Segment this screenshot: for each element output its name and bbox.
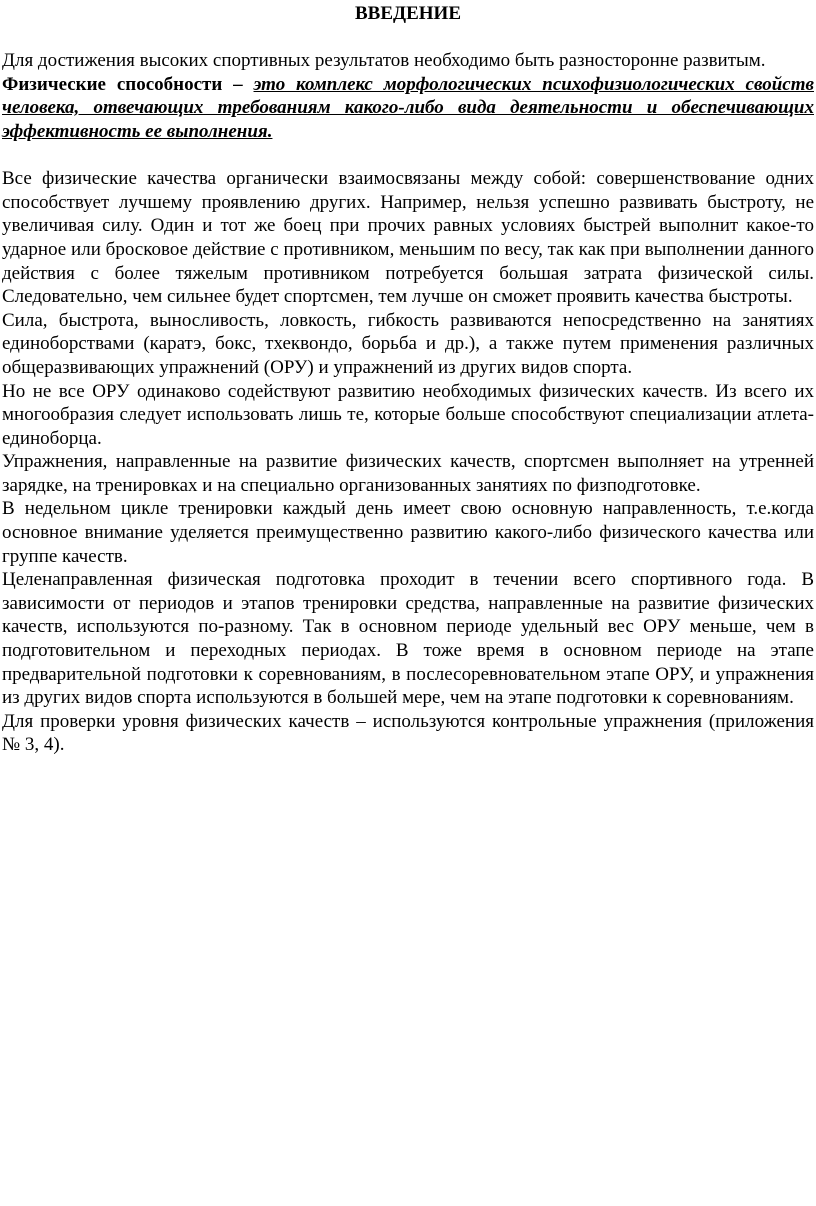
definition-term: Физические способности –	[2, 73, 254, 95]
spacer	[2, 26, 814, 50]
body-paragraph: Сила, быстрота, выносливость, ловкость, гибкость развиваются непосредственно на занятиях единоборствами (каратэ, бокс, тхеквондо, борьба и др.), а также путем применения различных общеразвивающих упражнений (ОРУ) и упражнений из других видов спорта.	[2, 309, 814, 378]
body-paragraph: В недельном цикле тренировки каждый день имеет свою основную направленность, т.е.когда основное внимание уделяется преимущественно развитию какого-либо физического качества или группе качеств.	[2, 498, 814, 567]
body-paragraph: Целенаправленная физическая подготовка проходит в течении всего спортивного года. В зависимости от периодов и этапов тренировки средства, направленные на развитие физических качеств, используются по-разному. Так в основном периоде удельный вес ОРУ меньше, чем в подготовительном и переходных периодах. В тоже время в основном периоде на этапе предварительной подготовки к соревнованиям, в послесоревновательном этапе ОРУ, и упражнения из других видов спорта используются в большей мере, чем на этапе подготовки к соревнованиям.	[2, 569, 814, 709]
page-title: ВВЕДЕНИЕ	[355, 3, 461, 24]
body-paragraph: Но не все ОРУ одинаково содействуют развитию необходимых физических качеств. Из всего их многообразия следует использовать лишь те, которые больше способствуют специализации атлета-единоборца.	[2, 380, 814, 449]
spacer	[2, 144, 814, 168]
definition-body: это комплекс морфологических психофизиологических свойств человека, отвечающих требованиям какого-либо вида деятельности и обеспечивающих эффективность ее выполнения.	[2, 73, 814, 142]
body-paragraph: Все физические качества органически взаимосвязаны между собой: совершенствование одних способствует лучшему проявлению других. Например, нельзя успешно развивать быстроту, не увеличивая силу. Один и тот же боец при прочих равных условиях быстрей выполнит какое-то ударное или бросковое действие с противником, меньшим по весу, так как при выполнении данного действия с более тяжелым противником потребуется большая затрата физической силы. Следовательно, чем сильнее будет спортсмен, тем лучше он сможет проявить качества быстроты.	[2, 168, 814, 308]
body-paragraph: Для проверки уровня физических качеств – используются контрольные упражнения (приложения № 3, 4).	[2, 710, 814, 756]
body-paragraph: Упражнения, направленные на развитие физических качеств, спортсмен выполняет на утренней зарядке, на тренировках и на специально организованных занятиях по физподготовке.	[2, 451, 814, 496]
intro-paragraph: Для достижения высоких спортивных результатов необходимо быть разносторонне развитым.	[2, 50, 766, 72]
definition-paragraph	[2, 73, 814, 144]
